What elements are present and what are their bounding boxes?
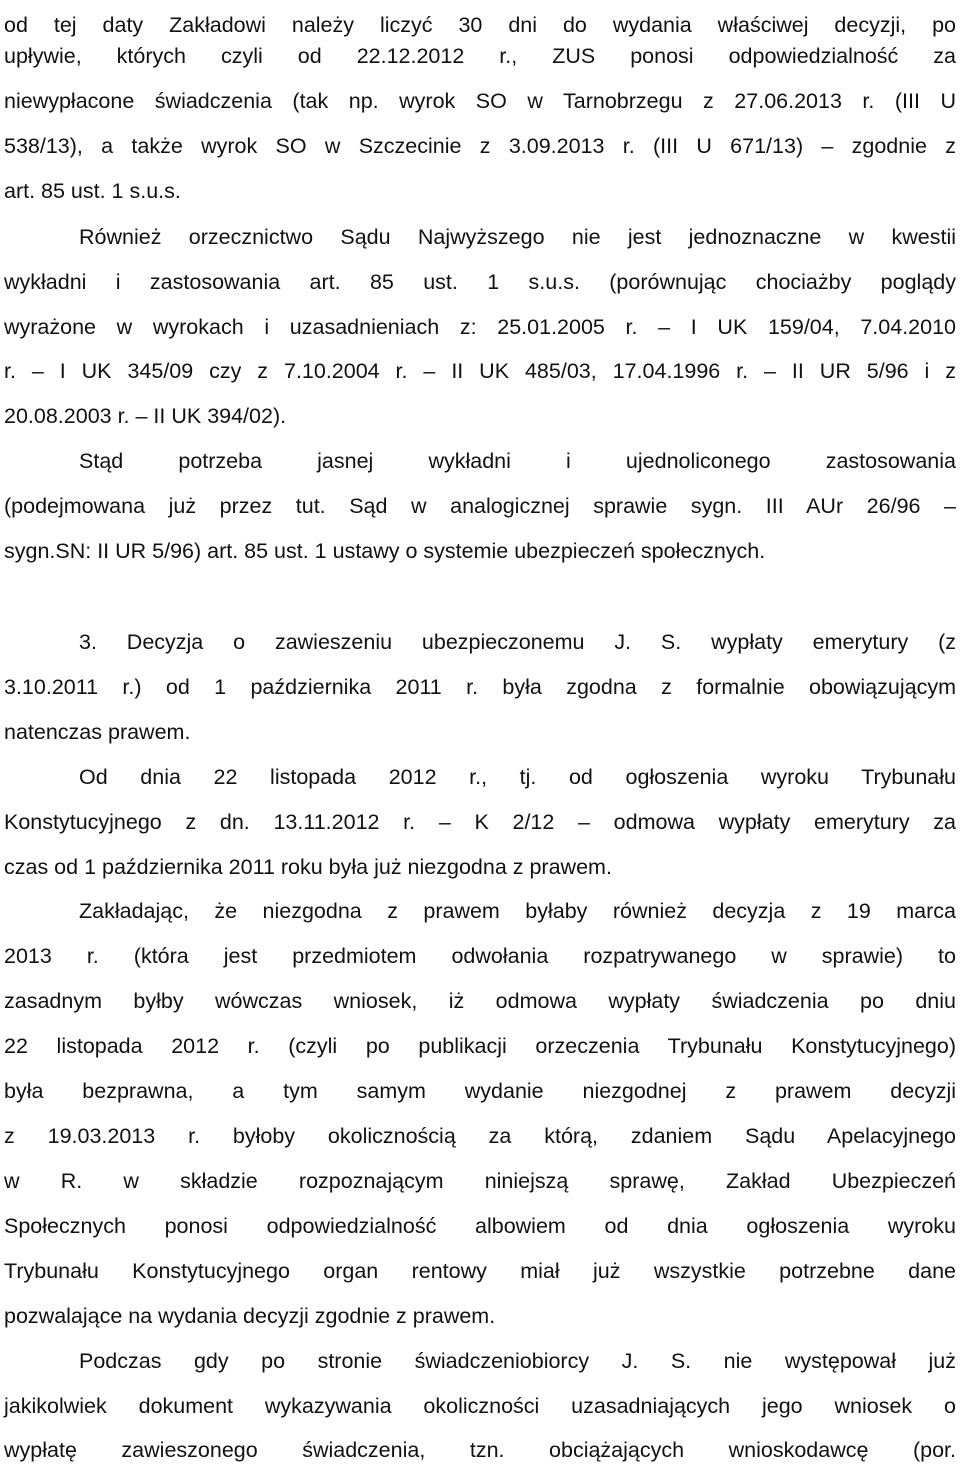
text-line: 2013 r. (która jest przedmiotem odwołania rozpatrywanego w sprawie) to [4,944,956,968]
text-line: 22 listopada 2012 r. (czyli po publikacji orzeczenia Trybunału Konstytucyjnego) [4,1034,956,1058]
text-line: była bezprawna, a tym samym wydanie niezgodnej z prawem decyzji [4,1079,956,1103]
text-line: sygn.SN: II UR 5/96) art. 85 ust. 1 ustawy o systemie ubezpieczeń społecznych. [4,539,766,563]
text-line: wyrażone w wyrokach i uzasadnieniach z: 25.01.2005 r. – I UK 159/04, 7.04.2010 [4,315,956,339]
text-line: r. – I UK 345/09 czy z 7.10.2004 r. – II UK 485/03, 17.04.1996 r. – II UR 5/96 i z [4,359,956,383]
text-line: pozwalające na wydania decyzji zgodnie z prawem. [4,1304,496,1328]
text-line: w R. w składzie rozpoznającym niniejszą sprawę, Zakład Ubezpieczeń [4,1169,956,1193]
text-line: art. 85 ust. 1 s.u.s. [4,179,181,203]
text-line: z 19.03.2013 r. byłoby okolicznością za którą, zdaniem Sądu Apelacyjnego [4,1124,956,1148]
text-line: wykładni i zastosowania art. 85 ust. 1 s.u.s. (porównując chociażby poglądy [4,270,956,294]
text-line: (podejmowana już przez tut. Sąd w analogicznej sprawie sygn. III AUr 26/96 – [4,494,956,518]
text-line: Również orzecznictwo Sądu Najwyższego nie jest jednoznaczne w kwestii [79,225,956,249]
text-line: 20.08.2003 r. – II UK 394/02). [4,404,287,428]
text-line: natenczas prawem. [4,720,191,744]
text-line: 3.10.2011 r.) od 1 października 2011 r. była zgodna z formalnie obowiązującym [4,675,956,699]
text-line: wypłatę zawieszonego świadczenia, tzn. obciążających wnioskodawcę (por. [4,1438,956,1462]
text-line: zasadnym byłby wówczas wniosek, iż odmowa wypłaty świadczenia po dniu [4,989,956,1013]
text-line: Od dnia 22 listopada 2012 r., tj. od ogłoszenia wyroku Trybunału [79,765,956,789]
text-line: niewypłacone świadczenia (tak np. wyrok SO w Tarnobrzegu z 27.06.2013 r. (III U [4,89,956,113]
text-line: Trybunału Konstytucyjnego organ rentowy miał już wszystkie potrzebne dane [4,1259,956,1283]
text-line: od tej daty Zakładowi należy liczyć 30 dni do wydania właściwej decyzji, po [4,13,956,37]
text-line: jakikolwiek dokument wykazywania okoliczności uzasadniających jego wniosek o [4,1394,956,1418]
text-line: Stąd potrzeba jasnej wykładni i ujednoliconego zastosowania [79,449,956,473]
text-line: Podczas gdy po stronie świadczeniobiorcy J. S. nie występował już [79,1349,956,1373]
text-line: 3. Decyzja o zawieszeniu ubezpieczonemu J. S. wypłaty emerytury (z [79,630,956,654]
text-line: upływie, których czyli od 22.12.2012 r., ZUS ponosi odpowiedzialność za [4,44,956,68]
text-line: 538/13), a także wyrok SO w Szczecinie z 3.09.2013 r. (III U 671/13) – zgodnie z [4,134,956,158]
text-line: Zakładając, że niezgodna z prawem byłaby również decyzja z 19 marca [79,899,956,923]
text-line: Społecznych ponosi odpowiedzialność albowiem od dnia ogłoszenia wyroku [4,1214,956,1238]
text-line: Konstytucyjnego z dn. 13.11.2012 r. – K 2/12 – odmowa wypłaty emerytury za [4,810,956,834]
text-line: czas od 1 października 2011 roku była już niezgodna z prawem. [4,855,612,879]
